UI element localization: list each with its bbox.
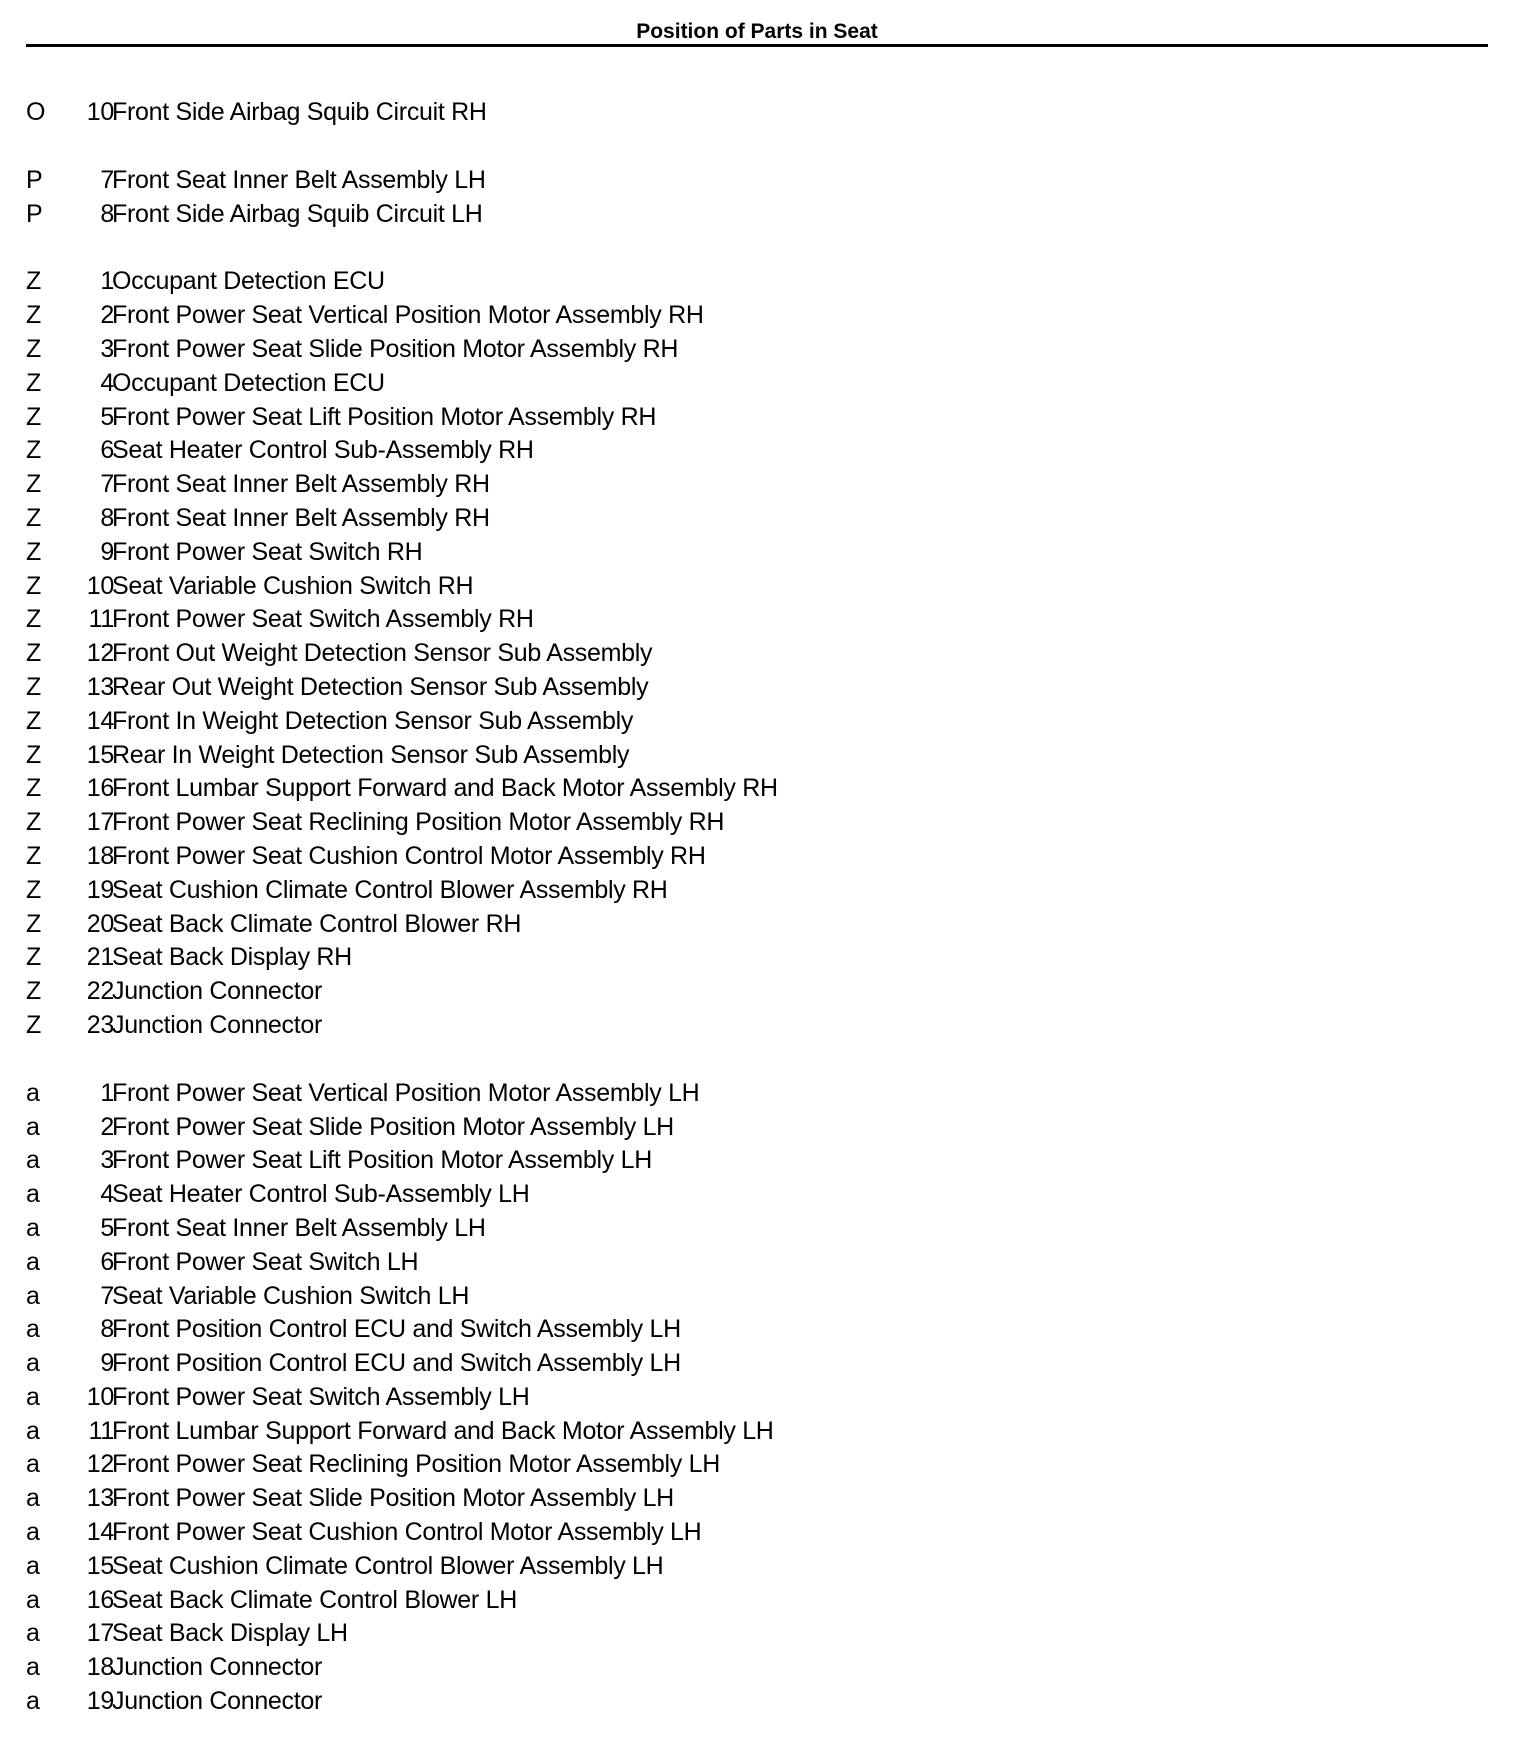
part-row: [26, 1584, 1476, 1618]
connector-number: 17: [86, 1619, 114, 1648]
connector-code: Z: [26, 537, 41, 566]
part-name: Front Power Seat Slide Position Motor Assembly RH: [112, 334, 679, 363]
part-row: [26, 637, 1476, 671]
part-row: [26, 806, 1476, 840]
part-row: [26, 198, 1476, 232]
part-row: [26, 874, 1476, 908]
part-name: Seat Variable Cushion Switch LH: [112, 1281, 470, 1310]
connector-number: 5: [100, 402, 114, 431]
part-name: Junction Connector: [112, 977, 323, 1006]
parts-list: [26, 96, 1476, 1753]
connector-code: Z: [26, 402, 41, 431]
connector-number: 23: [86, 1010, 114, 1039]
connector-code: Z: [26, 503, 41, 532]
part-row: [26, 840, 1476, 874]
part-name: Front Seat Inner Belt Assembly LH: [112, 165, 486, 194]
connector-code: Z: [26, 639, 41, 668]
part-name: Front Position Control ECU and Switch Assembly LH: [112, 1349, 681, 1378]
part-name: Front Seat Inner Belt Assembly LH: [112, 1213, 486, 1242]
connector-code: Z: [26, 774, 41, 803]
connector-number: 11: [88, 1416, 114, 1445]
part-row: [26, 1144, 1476, 1178]
part-row: [26, 1482, 1476, 1516]
connector-number: 15: [86, 740, 114, 769]
connector-number: 4: [100, 368, 114, 397]
connector-code: a: [26, 1450, 40, 1479]
part-row: [26, 1448, 1476, 1482]
part-row: [26, 1009, 1476, 1043]
connector-number: 8: [100, 199, 114, 228]
connector-code: a: [26, 1551, 40, 1580]
part-row: [26, 908, 1476, 942]
connector-number: 5: [100, 1213, 114, 1242]
part-row: [26, 772, 1476, 806]
part-row: [26, 502, 1476, 536]
part-name: Occupant Detection ECU: [112, 267, 385, 296]
connector-code: Z: [26, 875, 41, 904]
connector-code: a: [26, 1315, 40, 1344]
part-name: Front Lumbar Support Forward and Back Motor Assembly RH: [112, 774, 778, 803]
connector-number: 14: [86, 1518, 114, 1547]
part-row: [26, 1415, 1476, 1449]
connector-number: 20: [86, 909, 114, 938]
part-name: Seat Cushion Climate Control Blower Assembly RH: [112, 875, 668, 904]
part-name: Junction Connector: [112, 1687, 323, 1716]
connector-code: Z: [26, 334, 41, 363]
part-name: Front Power Seat Switch LH: [112, 1247, 419, 1276]
connector-number: 2: [100, 301, 114, 330]
connector-number: 12: [86, 639, 114, 668]
connector-number: 10: [86, 571, 114, 600]
part-name: Front Side Airbag Squib Circuit RH: [112, 98, 487, 126]
part-name: Junction Connector: [112, 1653, 323, 1682]
connector-code: a: [26, 1180, 40, 1209]
part-row: [26, 941, 1476, 975]
connector-code: a: [26, 1484, 40, 1513]
part-name: Front Seat Inner Belt Assembly RH: [112, 503, 490, 532]
part-name: Occupant Detection ECU: [112, 368, 385, 397]
connector-number: 16: [86, 1585, 114, 1614]
connector-number: 19: [86, 1687, 114, 1716]
part-row: [26, 1313, 1476, 1347]
part-name: Front In Weight Detection Sensor Sub Assembly: [112, 706, 634, 735]
connector-code: Z: [26, 605, 41, 634]
connector-code: Z: [26, 841, 41, 870]
connector-number: 14: [86, 706, 114, 735]
part-name: Front Power Seat Reclining Position Motor Assembly RH: [112, 808, 725, 837]
part-name: Seat Heater Control Sub-Assembly RH: [112, 436, 534, 465]
connector-code: O: [26, 98, 46, 126]
connector-number: 3: [100, 334, 114, 363]
part-name: Seat Heater Control Sub-Assembly LH: [112, 1180, 530, 1209]
connector-number: 16: [86, 774, 114, 803]
connector-code: a: [26, 1518, 40, 1547]
connector-number: 1: [100, 267, 114, 296]
part-name: Front Power Seat Lift Position Motor Assembly RH: [112, 402, 657, 431]
part-name: Rear Out Weight Detection Sensor Sub Assembly: [112, 672, 649, 701]
connector-number: 18: [86, 1653, 114, 1682]
part-row: [26, 1280, 1476, 1314]
connector-number: 10: [86, 98, 114, 126]
part-row: [26, 1516, 1476, 1550]
connector-number: 3: [100, 1146, 114, 1175]
connector-number: 22: [86, 977, 114, 1006]
part-name: Rear In Weight Detection Sensor Sub Assembly: [112, 740, 630, 769]
part-name: Front Power Seat Switch RH: [112, 537, 423, 566]
connector-code: P: [26, 165, 43, 194]
part-name: Front Power Seat Lift Position Motor Assembly LH: [112, 1146, 652, 1175]
part-name: Front Out Weight Detection Sensor Sub Assembly: [112, 639, 653, 668]
part-row: [26, 1617, 1476, 1651]
part-row: [26, 1550, 1476, 1584]
connector-number: 7: [100, 1281, 114, 1310]
part-name: Front Power Seat Vertical Position Motor Assembly LH: [112, 1078, 700, 1107]
connector-number: 7: [100, 470, 114, 499]
part-row: [26, 265, 1476, 299]
connector-number: 6: [100, 1247, 114, 1276]
connector-number: 19: [86, 875, 114, 904]
part-row: [26, 975, 1476, 1009]
part-row: [26, 1685, 1476, 1719]
part-row: [26, 1178, 1476, 1212]
connector-code: Z: [26, 943, 41, 972]
part-row: [26, 1381, 1476, 1415]
part-row: [26, 401, 1476, 435]
connector-code: a: [26, 1619, 40, 1648]
part-name: Junction Connector: [112, 1010, 323, 1039]
connector-code: Z: [26, 436, 41, 465]
connector-number: 13: [86, 672, 114, 701]
connector-number: 10: [86, 1382, 114, 1411]
title-divider: [26, 44, 1488, 47]
part-name: Front Power Seat Vertical Position Motor Assembly RH: [112, 301, 704, 330]
connector-number: 13: [86, 1484, 114, 1513]
connector-number: 4: [100, 1180, 114, 1209]
connector-code: a: [26, 1112, 40, 1141]
connector-code: Z: [26, 808, 41, 837]
connector-code: a: [26, 1653, 40, 1682]
connector-code: Z: [26, 977, 41, 1006]
connector-number: 8: [100, 503, 114, 532]
connector-code: Z: [26, 706, 41, 735]
connector-number: 7: [100, 165, 114, 194]
parts-group: [26, 1077, 1476, 1719]
parts-group: [26, 96, 1476, 130]
parts-group: [26, 265, 1476, 1042]
part-name: Front Position Control ECU and Switch Assembly LH: [112, 1315, 681, 1344]
part-name: Seat Variable Cushion Switch RH: [112, 571, 474, 600]
part-row: [26, 434, 1476, 468]
connector-code: a: [26, 1585, 40, 1614]
connector-number: 18: [86, 841, 114, 870]
connector-code: a: [26, 1247, 40, 1276]
part-name: Seat Back Climate Control Blower RH: [112, 909, 522, 938]
connector-code: P: [26, 199, 43, 228]
connector-code: Z: [26, 1010, 41, 1039]
connector-number: 15: [86, 1551, 114, 1580]
part-row: [26, 164, 1476, 198]
connector-code: Z: [26, 909, 41, 938]
connector-code: a: [26, 1349, 40, 1378]
part-row: [26, 705, 1476, 739]
part-name: Seat Back Display LH: [112, 1619, 348, 1648]
connector-code: a: [26, 1382, 40, 1411]
part-row: [26, 468, 1476, 502]
part-row: [26, 1246, 1476, 1280]
part-row: [26, 367, 1476, 401]
part-row: [26, 299, 1476, 333]
connector-number: 6: [100, 436, 114, 465]
part-name: Front Power Seat Slide Position Motor Assembly LH: [112, 1484, 674, 1513]
connector-number: 1: [100, 1078, 114, 1107]
connector-number: 9: [100, 537, 114, 566]
part-row: [26, 333, 1476, 367]
part-name: Front Power Seat Cushion Control Motor Assembly LH: [112, 1518, 702, 1547]
connector-number: 21: [86, 943, 114, 972]
part-row: [26, 1077, 1476, 1111]
part-row: [26, 536, 1476, 570]
connector-code: Z: [26, 368, 41, 397]
part-name: Front Power Seat Reclining Position Motor Assembly LH: [112, 1450, 720, 1479]
part-name: Front Power Seat Cushion Control Motor Assembly RH: [112, 841, 706, 870]
connector-code: a: [26, 1281, 40, 1310]
part-row: [26, 739, 1476, 773]
part-row: [26, 1651, 1476, 1685]
part-row: [26, 671, 1476, 705]
parts-group: [26, 164, 1476, 232]
connector-number: 11: [88, 605, 114, 634]
connector-number: 2: [100, 1112, 114, 1141]
part-name: Front Power Seat Slide Position Motor Assembly LH: [112, 1112, 674, 1141]
part-row: [26, 603, 1476, 637]
part-name: Seat Back Display RH: [112, 943, 352, 972]
part-name: Seat Back Climate Control Blower LH: [112, 1585, 517, 1614]
connector-number: 9: [100, 1349, 114, 1378]
part-name: Seat Cushion Climate Control Blower Assembly LH: [112, 1551, 664, 1580]
page-title: Position of Parts in Seat: [636, 20, 878, 43]
connector-code: Z: [26, 470, 41, 499]
part-name: Front Lumbar Support Forward and Back Motor Assembly LH: [112, 1416, 774, 1445]
connector-number: 17: [86, 808, 114, 837]
connector-code: a: [26, 1687, 40, 1716]
part-row: [26, 96, 1476, 130]
part-name: Front Power Seat Switch Assembly LH: [112, 1382, 530, 1411]
connector-code: a: [26, 1146, 40, 1175]
connector-code: Z: [26, 571, 41, 600]
part-name: Front Power Seat Switch Assembly RH: [112, 605, 534, 634]
connector-code: Z: [26, 672, 41, 701]
connector-code: a: [26, 1078, 40, 1107]
part-name: Front Side Airbag Squib Circuit LH: [112, 199, 483, 228]
part-row: [26, 570, 1476, 604]
connector-number: 12: [86, 1450, 114, 1479]
connector-code: a: [26, 1416, 40, 1445]
connector-number: 8: [100, 1315, 114, 1344]
part-row: [26, 1347, 1476, 1381]
connector-code: Z: [26, 301, 41, 330]
part-name: Front Seat Inner Belt Assembly RH: [112, 470, 490, 499]
part-row: [26, 1212, 1476, 1246]
connector-code: Z: [26, 740, 41, 769]
connector-code: a: [26, 1213, 40, 1242]
connector-code: Z: [26, 267, 41, 296]
part-row: [26, 1111, 1476, 1145]
